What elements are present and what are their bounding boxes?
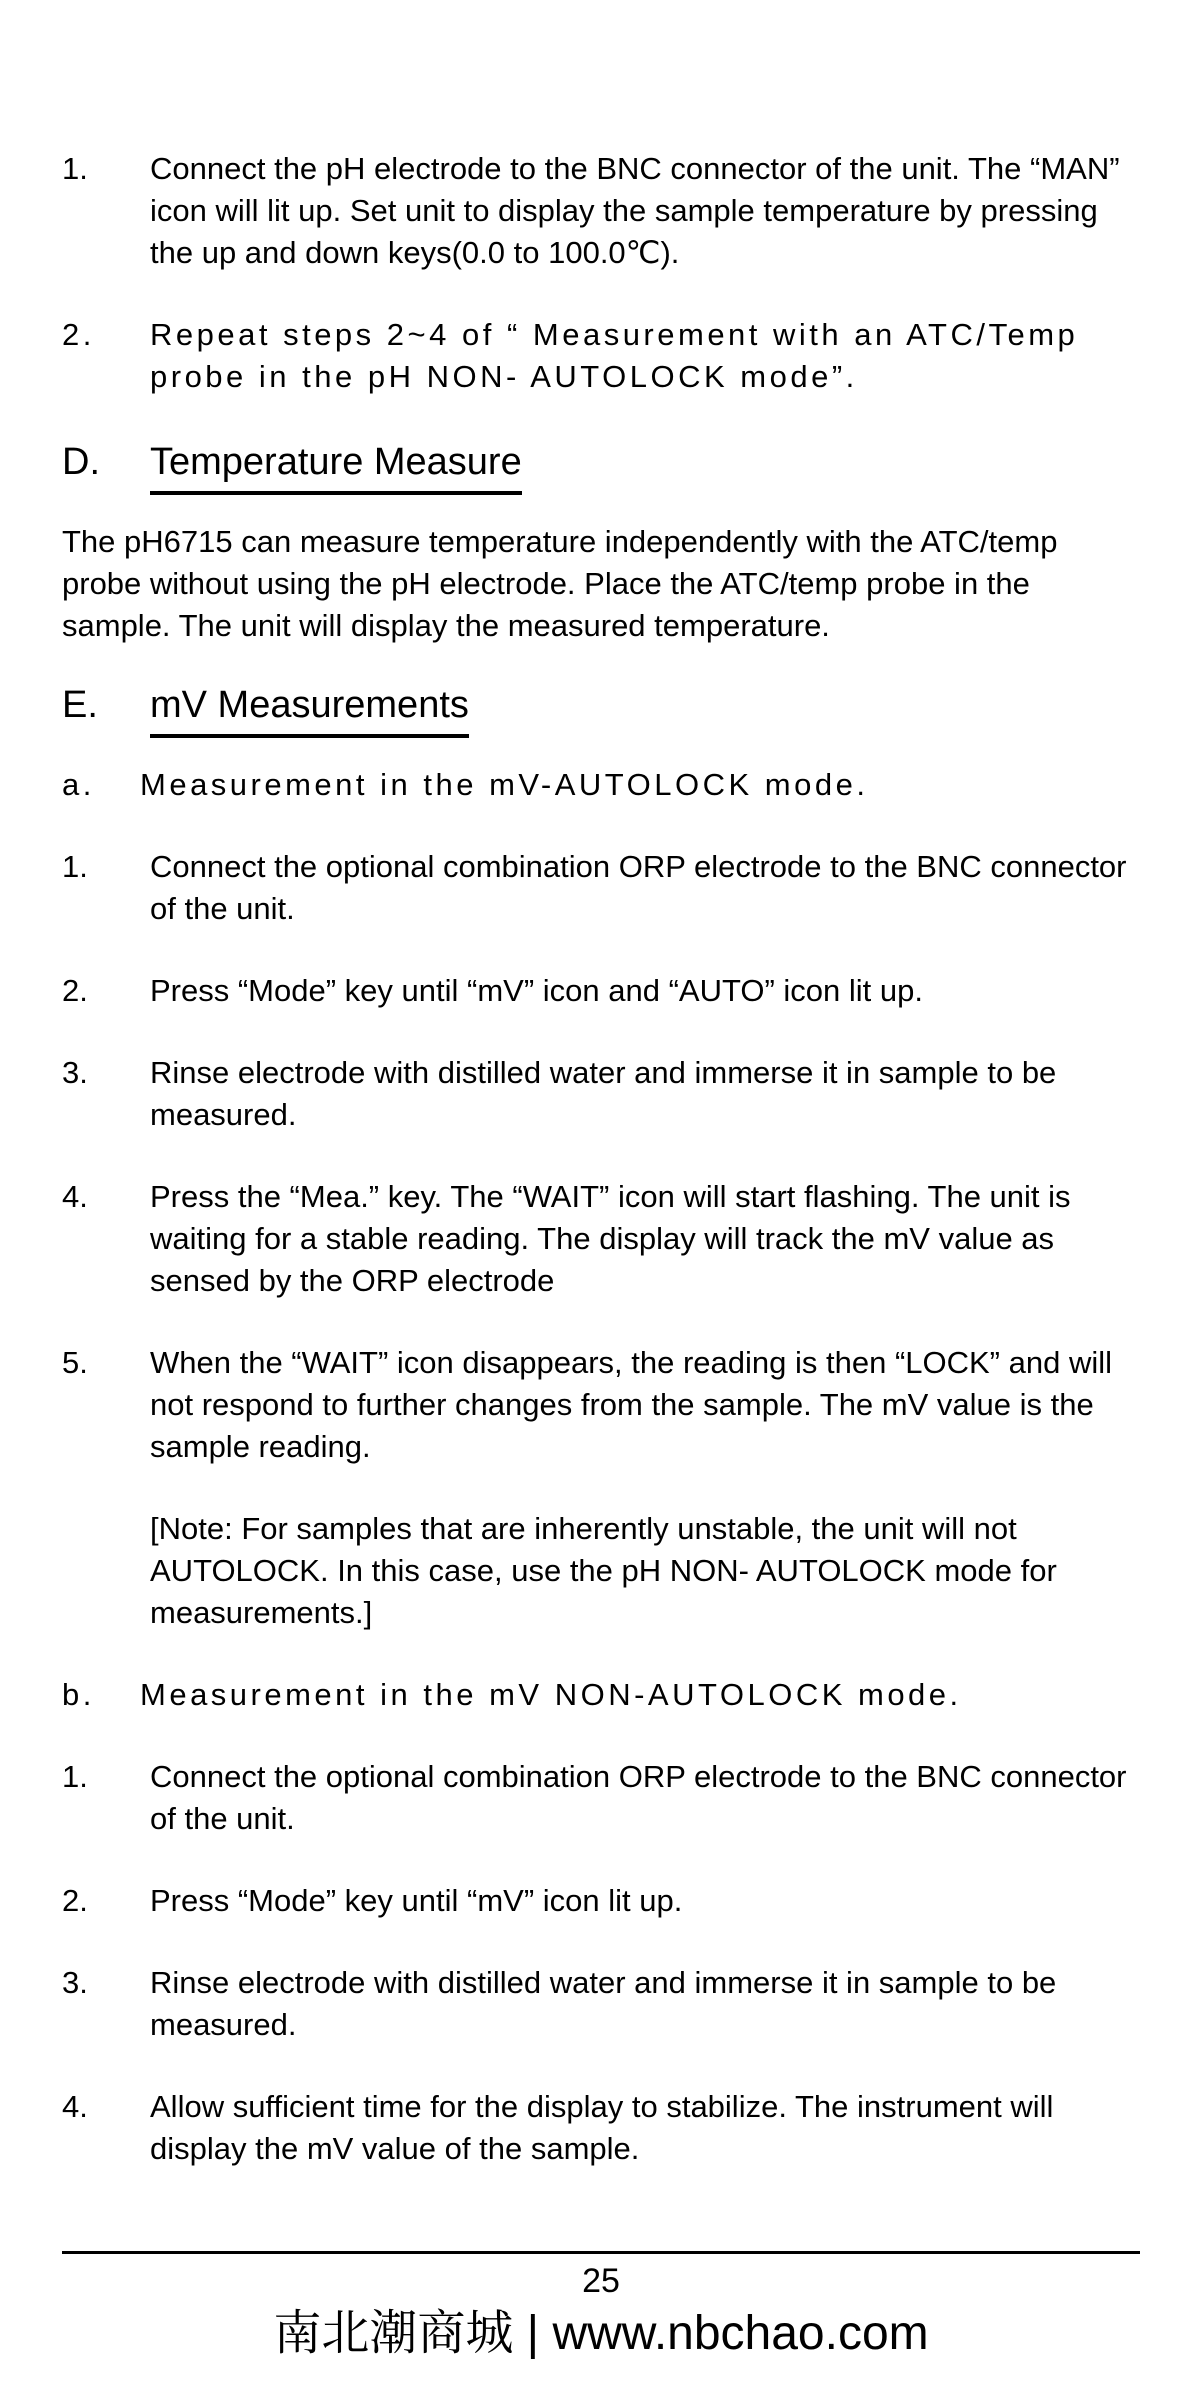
list-item-text: Press the “Mea.” key. The “WAIT” icon will start flashing. The unit is waiting for a stable reading. The display will track the mV value as sensed by the ORP electrode xyxy=(150,1179,1071,1298)
list-item-text: Press “Mode” key until “mV” icon lit up. xyxy=(150,1883,683,1918)
list-item-number: 1. xyxy=(62,849,88,884)
subsection-b xyxy=(62,1674,1140,1716)
section-heading-d xyxy=(62,438,1140,495)
list-item-text: Press “Mode” key until “mV” icon and “AUTO” icon lit up. xyxy=(150,973,923,1008)
list-item xyxy=(62,314,1140,398)
list-item xyxy=(62,148,1140,274)
list-item-text: Rinse electrode with distilled water and immerse it in sample to be measured. xyxy=(150,1055,1057,1132)
site-watermark: 南北潮商城 | www.nbchao.com xyxy=(273,2307,929,2360)
list-item xyxy=(62,846,1140,930)
list-item-text: Connect the optional combination ORP electrode to the BNC connector of the unit. xyxy=(150,849,1127,926)
section-heading-e xyxy=(62,681,1140,738)
list-item-number: 4. xyxy=(62,2089,88,2124)
list-item xyxy=(62,1342,1140,1468)
list-item-number: 2. xyxy=(62,317,95,352)
list-item-number: 1. xyxy=(62,1759,88,1794)
list-item-text: Connect the optional combination ORP electrode to the BNC connector of the unit. xyxy=(150,1759,1127,1836)
list-item xyxy=(62,970,1140,1012)
section-label: D. xyxy=(62,441,100,483)
list-item-number: 3. xyxy=(62,1965,88,2000)
list-item xyxy=(62,1880,1140,1922)
list-item-number: 4. xyxy=(62,1179,88,1214)
list-item-number: 5. xyxy=(62,1345,88,1380)
list-item-number: 2. xyxy=(62,1883,88,1918)
subsection-a xyxy=(62,764,1140,806)
list-item-text: Connect the pH electrode to the BNC connector of the unit. The “MAN” icon will lit up. Set unit to display the sample temperature by pressing the up and down keys(0.0 to 100.0℃). xyxy=(150,151,1120,270)
page-number: 25 xyxy=(582,2262,620,2300)
section-title: Temperature Measure xyxy=(150,438,522,495)
list-item xyxy=(62,1052,1140,1136)
subsection-text: Measurement in the mV NON-AUTOLOCK mode. xyxy=(140,1677,962,1712)
list-item xyxy=(62,2086,1140,2170)
section-d-paragraph: The pH6715 can measure temperature independently with the ATC/temp probe without using the pH electrode. Place the ATC/temp probe in the sample. The unit will display the measured temperature. xyxy=(62,524,1058,643)
subsection-text: Measurement in the mV-AUTOLOCK mode. xyxy=(140,767,869,802)
page-footer xyxy=(62,2251,1140,2362)
section-title: mV Measurements xyxy=(150,681,469,738)
list-item-text: Allow sufficient time for the display to stabilize. The instrument will display the mV value of the sample. xyxy=(150,2089,1054,2166)
list-item-number: 3. xyxy=(62,1055,88,1090)
subsection-label: b. xyxy=(62,1677,95,1712)
subsection-label: a. xyxy=(62,767,95,802)
list-item xyxy=(62,1962,1140,2046)
list-item-text: When the “WAIT” icon disappears, the reading is then “LOCK” and will not respond to further changes from the sample. The mV value is the sample reading. xyxy=(150,1345,1112,1464)
list-item xyxy=(62,1756,1140,1840)
list-item-text: Rinse electrode with distilled water and immerse it in sample to be measured. xyxy=(150,1965,1057,2042)
list-item-text: Repeat steps 2~4 of “ Measurement with an ATC/Temp probe in the pH NON- AUTOLOCK mode”. xyxy=(150,317,1079,394)
footer-divider xyxy=(62,2251,1140,2254)
list-item xyxy=(62,1176,1140,1302)
note-block: [Note: For samples that are inherently unstable, the unit will not AUTOLOCK. In this case, use the pH NON- AUTOLOCK mode for measurements.] xyxy=(150,1511,1057,1630)
list-item-number: 2. xyxy=(62,973,88,1008)
list-item-number: 1. xyxy=(62,151,88,186)
section-label: E. xyxy=(62,684,98,726)
